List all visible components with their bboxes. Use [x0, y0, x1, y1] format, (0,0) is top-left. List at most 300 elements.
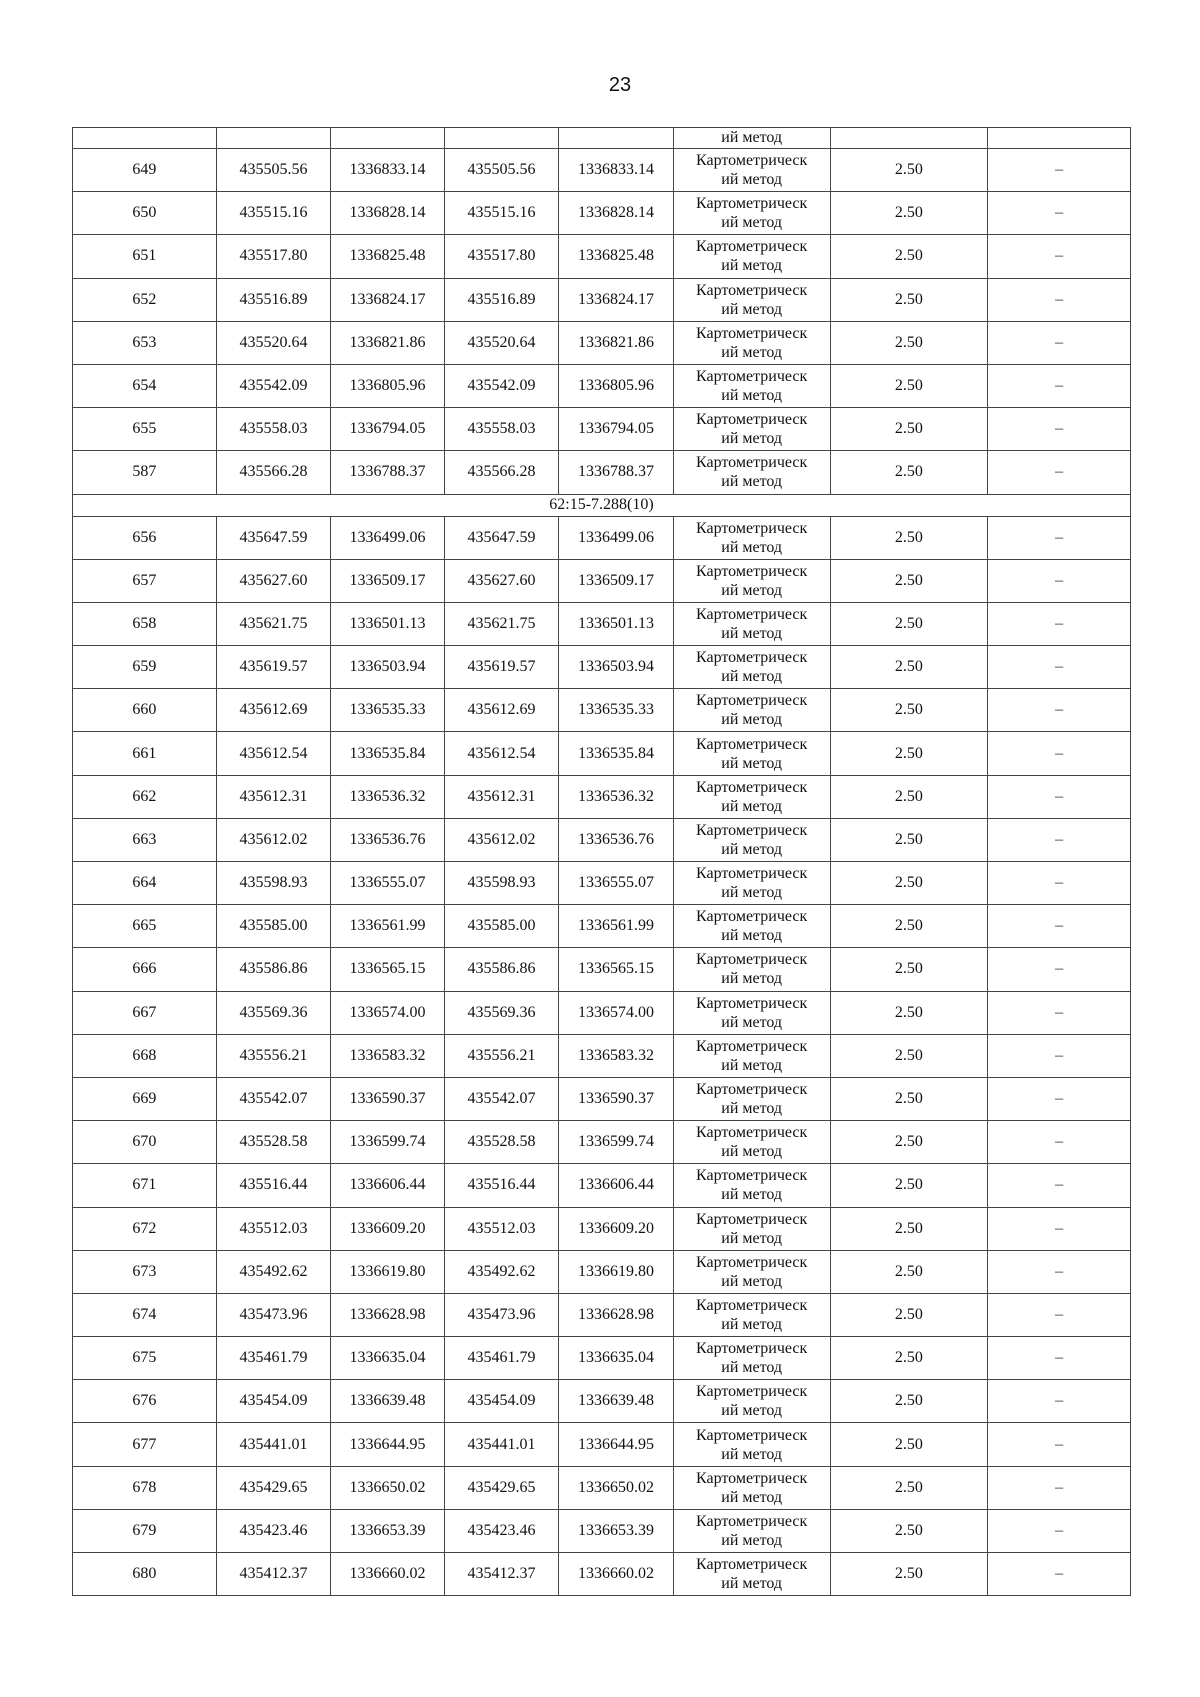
cell-x1: 435473.96 — [216, 1293, 331, 1336]
method-line-1: Картометрическ — [696, 519, 808, 537]
cell-note: – — [988, 775, 1131, 818]
method-line-2: ий метод — [721, 300, 783, 318]
cell-note: – — [988, 235, 1131, 278]
method-line-2: ий метод — [721, 1575, 783, 1593]
cell-y2: 1336635.04 — [559, 1337, 674, 1380]
cell-note: – — [988, 1077, 1131, 1120]
cell-method — [673, 321, 830, 364]
cell-method — [673, 732, 830, 775]
table-row — [73, 818, 1131, 861]
cell-id: 672 — [73, 1207, 217, 1250]
cell-y2: 1336536.76 — [559, 818, 674, 861]
method-line-2: ий метод — [721, 1100, 783, 1118]
cell-note: – — [988, 408, 1131, 451]
table-row — [73, 732, 1131, 775]
table-row — [73, 1077, 1131, 1120]
table-row — [73, 1164, 1131, 1207]
cell-id: 677 — [73, 1423, 217, 1466]
cell-accuracy: 2.50 — [830, 991, 988, 1034]
method-line-1: Картометрическ — [696, 649, 808, 667]
table-row — [73, 278, 1131, 321]
cell-x2: 435558.03 — [444, 408, 559, 451]
cell-x1: 435619.57 — [216, 646, 331, 689]
cell-method — [673, 1164, 830, 1207]
table-row — [73, 364, 1131, 407]
cell-x1: 435627.60 — [216, 559, 331, 602]
method-line-1: Картометрическ — [696, 1383, 808, 1401]
cell-method — [673, 991, 830, 1034]
cell-y1: 1336833.14 — [331, 149, 445, 192]
cell-y2: 1336653.39 — [559, 1509, 674, 1552]
cell-note: – — [988, 1380, 1131, 1423]
cell-id: 678 — [73, 1466, 217, 1509]
cell-x1: 435569.36 — [216, 991, 331, 1034]
cell-x2: 435542.07 — [444, 1077, 559, 1120]
cell-note: – — [988, 192, 1131, 235]
method-line-1: Картометрическ — [696, 821, 808, 839]
method-line-2: ий метод — [721, 1402, 783, 1420]
cell-accuracy: 2.50 — [830, 235, 988, 278]
cell-id: 654 — [73, 364, 217, 407]
cell-id: 676 — [73, 1380, 217, 1423]
cell-y1: 1336561.99 — [331, 905, 445, 948]
cell-x1: 435492.62 — [216, 1250, 331, 1293]
cell-method — [673, 1509, 830, 1552]
cell-x1: 435586.86 — [216, 948, 331, 991]
method-line-1: Картометрическ — [696, 1167, 808, 1185]
cell-accuracy: 2.50 — [830, 278, 988, 321]
cell-y1: 1336824.17 — [331, 278, 445, 321]
cell-note: – — [988, 1207, 1131, 1250]
cell-y2: 1336535.33 — [559, 689, 674, 732]
cell-accuracy: 2.50 — [830, 689, 988, 732]
cell-id: 653 — [73, 321, 217, 364]
method-line-1: Картометрическ — [696, 368, 808, 386]
method-line-1: Картометрическ — [696, 1469, 808, 1487]
cell-method — [673, 1034, 830, 1077]
table-row — [73, 235, 1131, 278]
cell-y1: 1336590.37 — [331, 1077, 445, 1120]
method-line-2: ий метод — [721, 754, 783, 772]
cell-x2: 435542.09 — [444, 364, 559, 407]
method-line-1: Картометрическ — [696, 692, 808, 710]
cell-x2: 435585.00 — [444, 905, 559, 948]
cell-y2: 1336609.20 — [559, 1207, 674, 1250]
table-row — [73, 991, 1131, 1034]
table-row — [73, 1207, 1131, 1250]
cell-accuracy: 2.50 — [830, 1509, 988, 1552]
table-row — [73, 646, 1131, 689]
section-row — [73, 494, 1131, 516]
cell-y1: 1336660.02 — [331, 1553, 445, 1596]
method-line-1: Картометрическ — [696, 281, 808, 299]
method-line-1: Картометрическ — [696, 1124, 808, 1142]
table-row — [73, 689, 1131, 732]
cell-y2: 1336644.95 — [559, 1423, 674, 1466]
cell-x1: 435516.89 — [216, 278, 331, 321]
cell-note: – — [988, 1250, 1131, 1293]
cell-y1: 1336828.14 — [331, 192, 445, 235]
cell-method — [673, 451, 830, 494]
table-row — [73, 775, 1131, 818]
cell-note: – — [988, 732, 1131, 775]
cell-accuracy: 2.50 — [830, 1207, 988, 1250]
method-line-1: Картометрическ — [696, 1512, 808, 1530]
cell-note: – — [988, 818, 1131, 861]
cell-y1: 1336583.32 — [331, 1034, 445, 1077]
cell-id: 675 — [73, 1337, 217, 1380]
cell-note: – — [988, 602, 1131, 645]
cell-id: 662 — [73, 775, 217, 818]
table-body — [73, 128, 1131, 1596]
cell-y2: 1336639.48 — [559, 1380, 674, 1423]
cell-accuracy: 2.50 — [830, 1121, 988, 1164]
cell-y2: 1336619.80 — [559, 1250, 674, 1293]
cell-method — [673, 1337, 830, 1380]
cell-y1: 1336499.06 — [331, 516, 445, 559]
cell-x2: 435612.31 — [444, 775, 559, 818]
cell-method — [673, 1423, 830, 1466]
cell-method — [673, 1380, 830, 1423]
cell-id: 666 — [73, 948, 217, 991]
cell-x1: 435566.28 — [216, 451, 331, 494]
cell-y2: 1336650.02 — [559, 1466, 674, 1509]
cell-method — [673, 408, 830, 451]
method-line-2: ий метод — [721, 1056, 783, 1074]
method-line-2: ий метод — [721, 884, 783, 902]
cell-id: 649 — [73, 149, 217, 192]
cell-accuracy: 2.50 — [830, 559, 988, 602]
cell-accuracy: 2.50 — [830, 646, 988, 689]
cell-id: 669 — [73, 1077, 217, 1120]
cell-id: 665 — [73, 905, 217, 948]
method-line-2: ий метод — [721, 840, 783, 858]
table-row — [73, 559, 1131, 602]
cell-accuracy: 2.50 — [830, 1293, 988, 1336]
method-line-1: Картометрическ — [696, 994, 808, 1012]
cell-x1: 435515.16 — [216, 192, 331, 235]
cell-y1: 1336536.32 — [331, 775, 445, 818]
cell-id: 667 — [73, 991, 217, 1034]
cell-note: – — [988, 991, 1131, 1034]
method-line-2: ий метод — [721, 1272, 783, 1290]
cell-y1: 1336599.74 — [331, 1121, 445, 1164]
cell-note: – — [988, 1164, 1131, 1207]
cell-method — [673, 1293, 830, 1336]
cell-y2: 1336660.02 — [559, 1553, 674, 1596]
cell-x1: 435516.44 — [216, 1164, 331, 1207]
cell-y2: 1336628.98 — [559, 1293, 674, 1336]
cell-x2: 435621.75 — [444, 602, 559, 645]
cell-note: – — [988, 689, 1131, 732]
table-row — [73, 149, 1131, 192]
table-row — [73, 1553, 1131, 1596]
method-line-1: Картометрическ — [696, 238, 808, 256]
cell-y1: 1336555.07 — [331, 862, 445, 905]
section-title: 62:15-7.288(10) — [73, 494, 1131, 516]
cell-y1: 1336574.00 — [331, 991, 445, 1034]
cell-x2: 435586.86 — [444, 948, 559, 991]
cell-x2: 435619.57 — [444, 646, 559, 689]
cell-method — [673, 775, 830, 818]
cell-y2: 1336828.14 — [559, 192, 674, 235]
cell-y1: 1336535.33 — [331, 689, 445, 732]
cell-method — [673, 602, 830, 645]
cell-accuracy: 2.50 — [830, 905, 988, 948]
cell-id: 650 — [73, 192, 217, 235]
method-line-2: ий метод — [721, 171, 783, 189]
cell-x2: 435429.65 — [444, 1466, 559, 1509]
method-line-2: ий метод — [721, 668, 783, 686]
cell-method — [673, 1121, 830, 1164]
cell-method: ий метод — [673, 128, 830, 149]
cell-y1: 1336609.20 — [331, 1207, 445, 1250]
cell-x1: 435612.31 — [216, 775, 331, 818]
cell-accuracy: 2.50 — [830, 818, 988, 861]
method-line-2: ий метод — [721, 927, 783, 945]
cell-id: 664 — [73, 862, 217, 905]
cell-x1: 435528.58 — [216, 1121, 331, 1164]
cell-accuracy: 2.50 — [830, 775, 988, 818]
cell-method — [673, 818, 830, 861]
method-line-2: ий метод — [721, 1013, 783, 1031]
cell-y2: 1336561.99 — [559, 905, 674, 948]
table-row — [73, 1250, 1131, 1293]
table-row — [73, 321, 1131, 364]
cell-accuracy: 2.50 — [830, 1077, 988, 1120]
cell-y1: 1336825.48 — [331, 235, 445, 278]
cell-y2: 1336794.05 — [559, 408, 674, 451]
cell-method — [673, 364, 830, 407]
cell-y2: 1336590.37 — [559, 1077, 674, 1120]
cell-x1: 435612.02 — [216, 818, 331, 861]
cell-accuracy: 2.50 — [830, 948, 988, 991]
cell-y2: 1336501.13 — [559, 602, 674, 645]
cell-note: – — [988, 1121, 1131, 1164]
method-line-1: Картометрическ — [696, 1037, 808, 1055]
table-row — [73, 602, 1131, 645]
cell-note: – — [988, 905, 1131, 948]
cell-note: – — [988, 321, 1131, 364]
cell-y1: 1336628.98 — [331, 1293, 445, 1336]
method-line-2: ий метод — [721, 1531, 783, 1549]
cell-x1: 435505.56 — [216, 149, 331, 192]
cell-x1: 435454.09 — [216, 1380, 331, 1423]
cell-id: 679 — [73, 1509, 217, 1552]
cell-method — [673, 278, 830, 321]
cell-note: – — [988, 646, 1131, 689]
cell-accuracy: 2.50 — [830, 1164, 988, 1207]
cell-accuracy: 2.50 — [830, 451, 988, 494]
cell-accuracy: 2.50 — [830, 516, 988, 559]
cell-y1: 1336606.44 — [331, 1164, 445, 1207]
cell-x2: 435598.93 — [444, 862, 559, 905]
cell-x2: 435423.46 — [444, 1509, 559, 1552]
cell-method — [673, 948, 830, 991]
cell-y2: 1336574.00 — [559, 991, 674, 1034]
cell-y2: 1336583.32 — [559, 1034, 674, 1077]
cell-x1: 435585.00 — [216, 905, 331, 948]
cell-x1: 435621.75 — [216, 602, 331, 645]
cell-x2: 435612.02 — [444, 818, 559, 861]
cell-y1: 1336653.39 — [331, 1509, 445, 1552]
cell-x2: 435556.21 — [444, 1034, 559, 1077]
cell-x2: 435473.96 — [444, 1293, 559, 1336]
coordinates-table — [72, 127, 1131, 1596]
cell-y1: 1336535.84 — [331, 732, 445, 775]
cell-accuracy: 2.50 — [830, 1337, 988, 1380]
cell-x1: 435558.03 — [216, 408, 331, 451]
table-row — [73, 905, 1131, 948]
cell-x2: 435612.69 — [444, 689, 559, 732]
cell-x1: 435556.21 — [216, 1034, 331, 1077]
cell-note: – — [988, 1423, 1131, 1466]
cell-y2: 1336503.94 — [559, 646, 674, 689]
cell-y1: 1336639.48 — [331, 1380, 445, 1423]
page-number: 23 — [608, 74, 632, 96]
cell-note: – — [988, 1509, 1131, 1552]
cell-y2: 1336509.17 — [559, 559, 674, 602]
cell-method — [673, 559, 830, 602]
cell-id: 673 — [73, 1250, 217, 1293]
cell-id: 661 — [73, 732, 217, 775]
cell-y1: 1336635.04 — [331, 1337, 445, 1380]
table-row — [73, 1423, 1131, 1466]
cell-x2: 435627.60 — [444, 559, 559, 602]
method-line-1: Картометрическ — [696, 1340, 808, 1358]
cell-accuracy: 2.50 — [830, 602, 988, 645]
cell-id: 668 — [73, 1034, 217, 1077]
method-line-1: Картометрическ — [696, 778, 808, 796]
cell-id: 657 — [73, 559, 217, 602]
method-line-2: ий метод — [721, 473, 783, 491]
cell-accuracy: 2.50 — [830, 1250, 988, 1293]
cell-note: – — [988, 948, 1131, 991]
cell-y1: 1336501.13 — [331, 602, 445, 645]
cell-note: – — [988, 559, 1131, 602]
cell-x2: 435515.16 — [444, 192, 559, 235]
cell-y2: 1336821.86 — [559, 321, 674, 364]
cell-id: 655 — [73, 408, 217, 451]
cell-id: 658 — [73, 602, 217, 645]
cell-accuracy: 2.50 — [830, 1034, 988, 1077]
cell-y1: 1336565.15 — [331, 948, 445, 991]
cell-method — [673, 689, 830, 732]
method-line-1: Картометрическ — [696, 152, 808, 170]
cell-method — [673, 1553, 830, 1596]
cell-note: – — [988, 1293, 1131, 1336]
cell-x1: 435423.46 — [216, 1509, 331, 1552]
cell-accuracy: 2.50 — [830, 732, 988, 775]
cell-x2: 435512.03 — [444, 1207, 559, 1250]
cell-x2: 435647.59 — [444, 516, 559, 559]
table-row — [73, 1121, 1131, 1164]
cell-note: – — [988, 1553, 1131, 1596]
cell-accuracy: 2.50 — [830, 408, 988, 451]
method-line-2: ий метод — [721, 343, 783, 361]
method-line-2: ий метод — [721, 1445, 783, 1463]
cell-id: 652 — [73, 278, 217, 321]
cell-note: – — [988, 278, 1131, 321]
method-line-2: ий метод — [721, 581, 783, 599]
cell-id: 670 — [73, 1121, 217, 1164]
method-line-1: Картометрическ — [696, 324, 808, 342]
table-row — [73, 862, 1131, 905]
method-line-1: Картометрическ — [696, 951, 808, 969]
cell-id: 663 — [73, 818, 217, 861]
method-line-2: ий метод — [721, 214, 783, 232]
method-line-1: Картометрическ — [696, 195, 808, 213]
cell-note: – — [988, 1337, 1131, 1380]
table-row — [73, 1380, 1131, 1423]
cell-accuracy: 2.50 — [830, 364, 988, 407]
cell-y2: 1336824.17 — [559, 278, 674, 321]
method-line-2: ий метод — [721, 1315, 783, 1333]
cell-x1: 435441.01 — [216, 1423, 331, 1466]
cell-x2: 435612.54 — [444, 732, 559, 775]
cell-x2: 435505.56 — [444, 149, 559, 192]
cell-accuracy: 2.50 — [830, 1553, 988, 1596]
cell-y2: 1336788.37 — [559, 451, 674, 494]
cell-y1: 1336536.76 — [331, 818, 445, 861]
cell-y2: 1336833.14 — [559, 149, 674, 192]
cell-x2: 435566.28 — [444, 451, 559, 494]
cell-y2: 1336555.07 — [559, 862, 674, 905]
method-line-2: ий метод — [721, 1186, 783, 1204]
method-line-2: ий метод — [721, 797, 783, 815]
cell-x2: 435412.37 — [444, 1553, 559, 1596]
cell-y2: 1336565.15 — [559, 948, 674, 991]
cell-x1: 435412.37 — [216, 1553, 331, 1596]
cell-accuracy: 2.50 — [830, 1423, 988, 1466]
cell-x2: 435454.09 — [444, 1380, 559, 1423]
table-row — [73, 1509, 1131, 1552]
method-line-1: Картометрическ — [696, 865, 808, 883]
cell-x1: 435612.69 — [216, 689, 331, 732]
table-row — [73, 1293, 1131, 1336]
cell-note: – — [988, 1466, 1131, 1509]
cell-x1: 435542.09 — [216, 364, 331, 407]
table-row — [73, 451, 1131, 494]
cell-method — [673, 905, 830, 948]
cell-note: – — [988, 862, 1131, 905]
cell-accuracy: 2.50 — [830, 321, 988, 364]
cell-method — [673, 646, 830, 689]
cell-y1: 1336821.86 — [331, 321, 445, 364]
table-row — [73, 948, 1131, 991]
cell-y2: 1336805.96 — [559, 364, 674, 407]
table-row — [73, 1337, 1131, 1380]
cell-id: 656 — [73, 516, 217, 559]
method-line-1: Картометрическ — [696, 1081, 808, 1099]
cell-x1: 435512.03 — [216, 1207, 331, 1250]
method-line-1: Картометрическ — [696, 1253, 808, 1271]
method-line-2: ий метод — [721, 1359, 783, 1377]
cell-y2: 1336499.06 — [559, 516, 674, 559]
cell-x1: 435517.80 — [216, 235, 331, 278]
cell-y2: 1336535.84 — [559, 732, 674, 775]
cell-x1: 435612.54 — [216, 732, 331, 775]
cell-method — [673, 516, 830, 559]
method-line-1: Картометрическ — [696, 1556, 808, 1574]
method-line-2: ий метод — [721, 257, 783, 275]
cell-x2: 435492.62 — [444, 1250, 559, 1293]
cell-y1: 1336619.80 — [331, 1250, 445, 1293]
cell-method — [673, 1250, 830, 1293]
table-row — [73, 1034, 1131, 1077]
cell-x2: 435517.80 — [444, 235, 559, 278]
cell-method — [673, 1466, 830, 1509]
